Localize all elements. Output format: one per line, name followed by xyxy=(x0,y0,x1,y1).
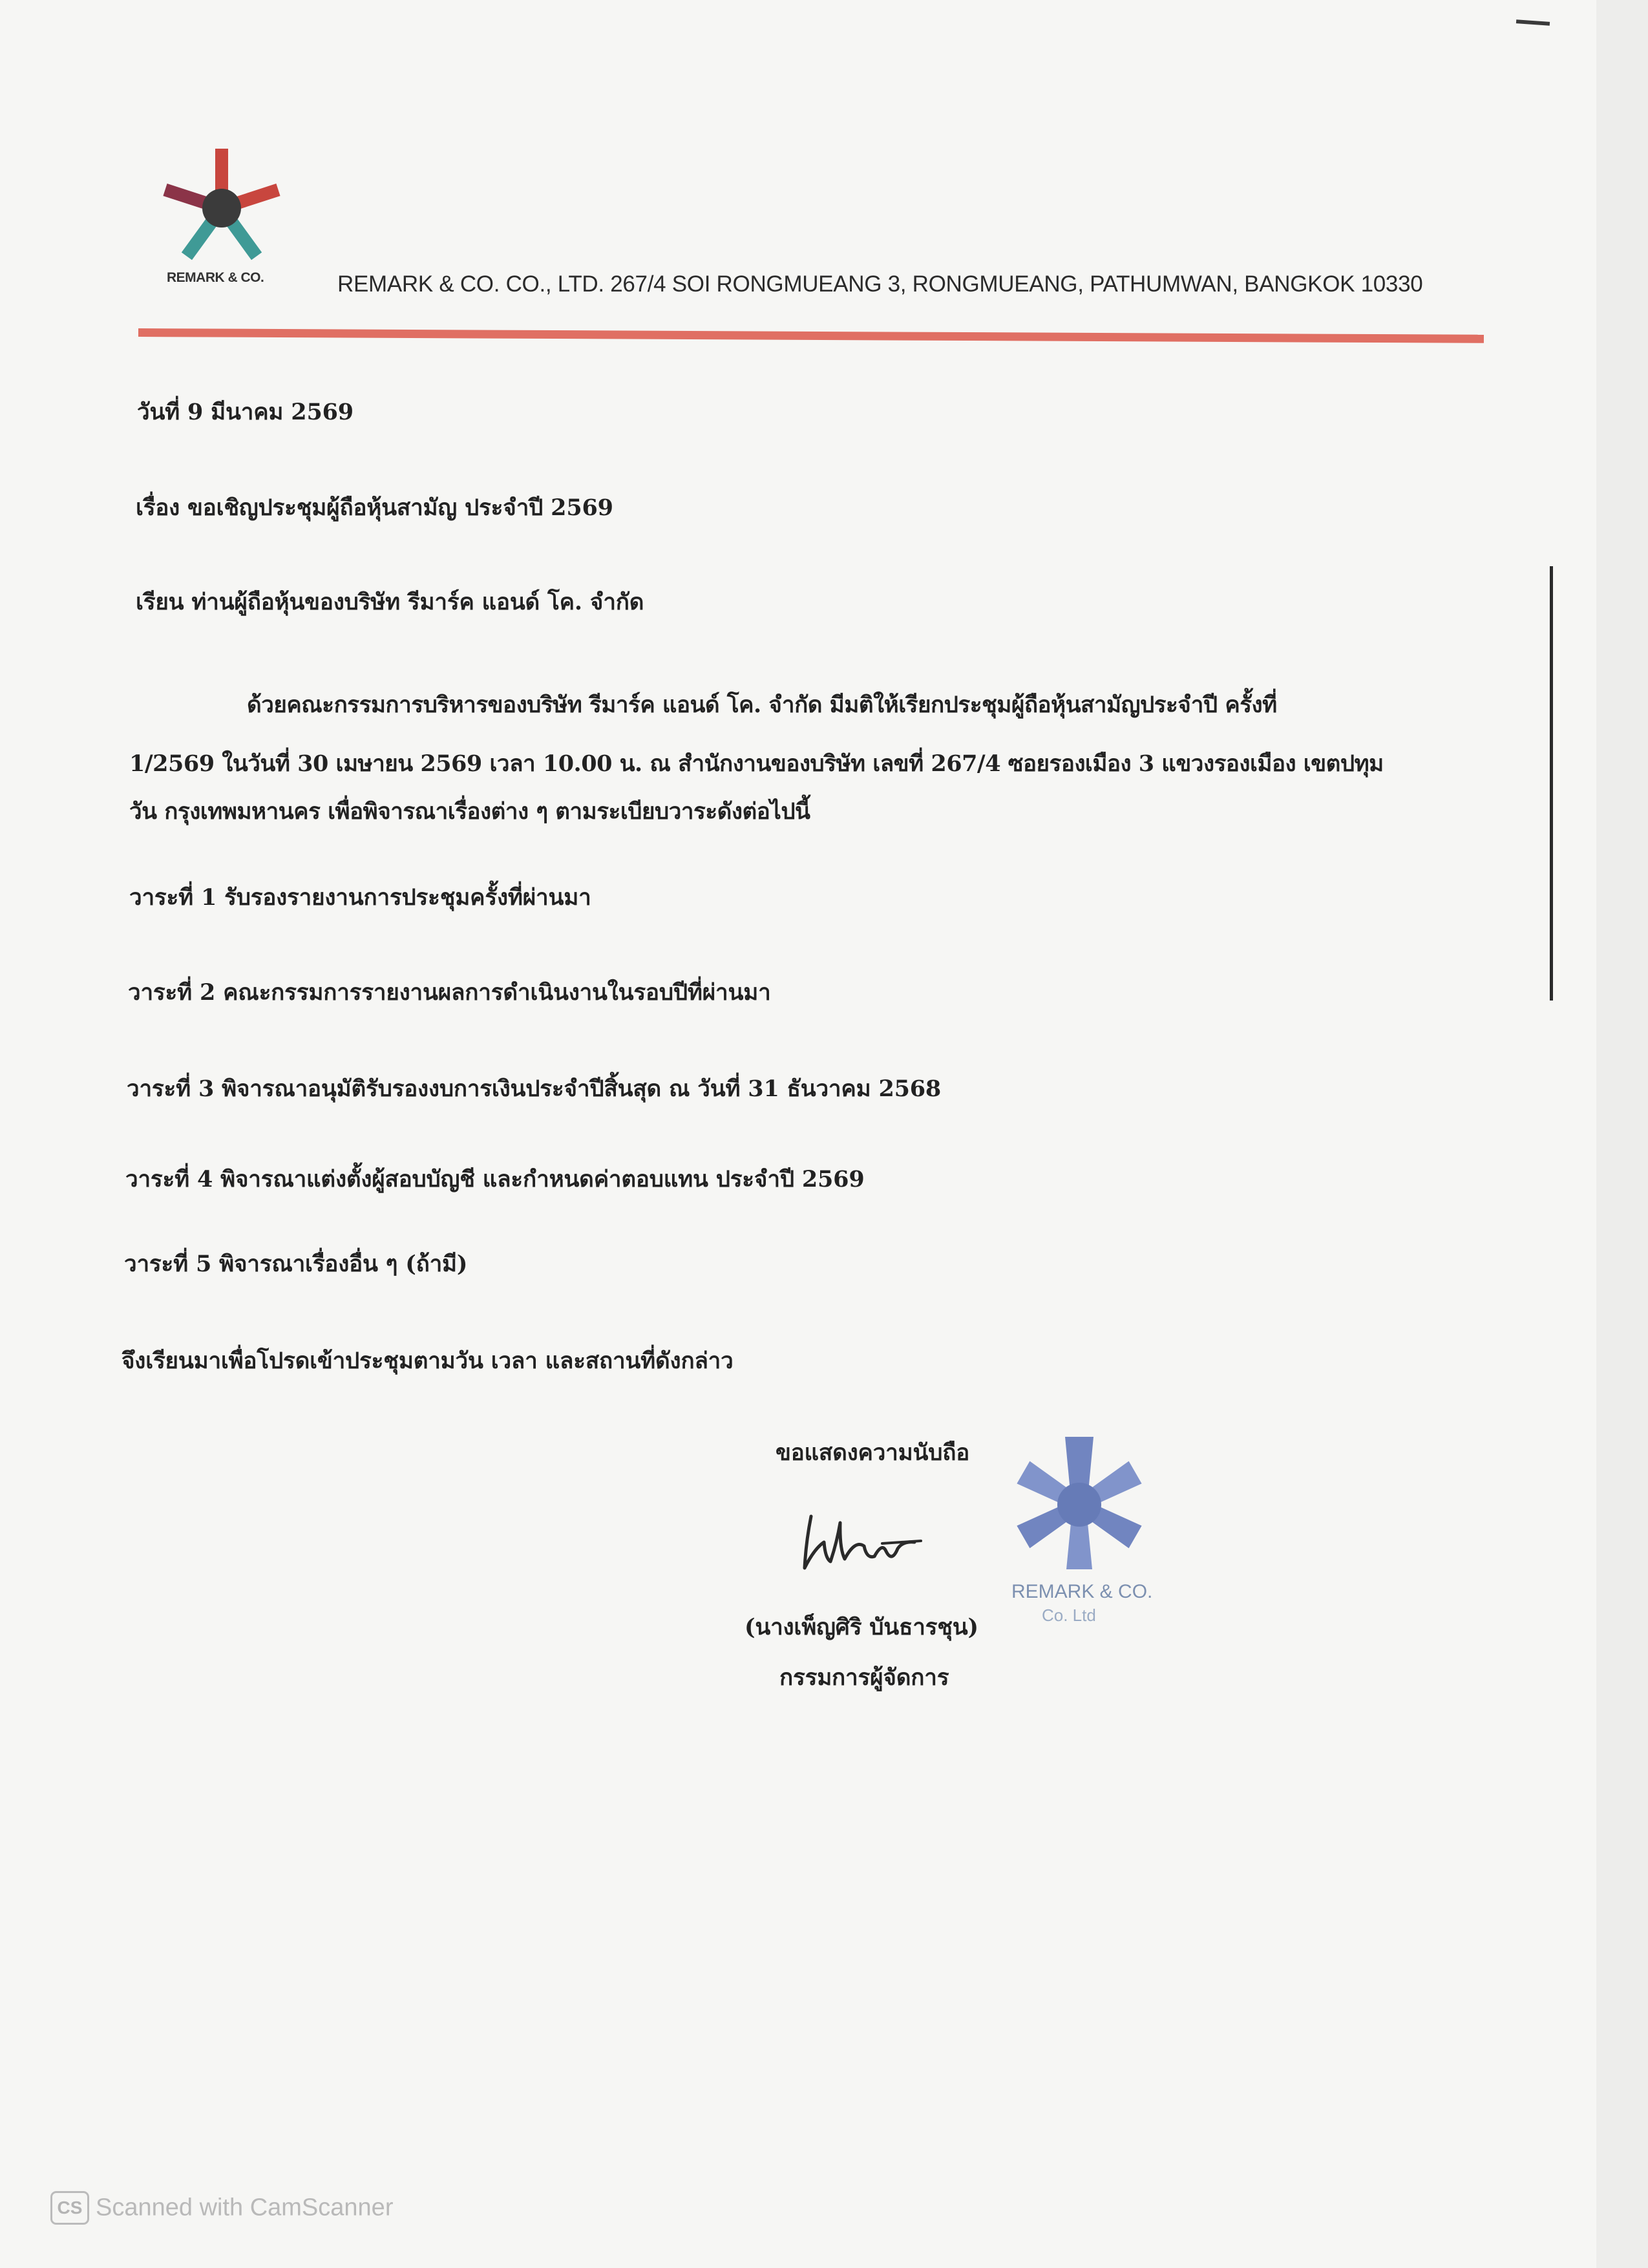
agenda-item-1: วาระที่ 1 รับรองรายงานการประชุมครั้งที่ผ่านมา xyxy=(129,884,591,911)
camscanner-watermark xyxy=(50,2191,393,2225)
scan-mark xyxy=(1516,19,1550,26)
agenda-item-2: วาระที่ 2 คณะกรรมการรายงานผลการดำเนินงานในรอบปีที่ผ่านมา xyxy=(128,979,771,1006)
stamp-company-name: REMARK & CO. xyxy=(1011,1581,1153,1602)
letter-date: วันที่ 9 มีนาคม 2569 xyxy=(137,399,354,425)
agenda-item-3: วาระที่ 3 พิจารณาอนุมัติรับรองงบการเงินประจำปีสิ้นสุด ณ วันที่ 31 ธันวาคม 2568 xyxy=(127,1076,942,1102)
letter-addressee: เรียน ท่านผู้ถือหุ้นของบริษัท รีมาร์ค แอนด์ โค. จำกัด xyxy=(136,589,644,615)
agenda-item-4: วาระที่ 4 พิจารณาแต่งตั้งผู้สอบบัญชี และกำหนดค่าตอบแทน ประจำปี 2569 xyxy=(125,1166,865,1192)
scan-side-line xyxy=(1550,566,1553,1001)
body-line-3: วัน กรุงเทพมหานคร เพื่อพิจารณาเรื่องต่าง ๆ ตามระเบียบวาระดังต่อไปนี้ xyxy=(129,798,810,825)
scan-edge xyxy=(1596,0,1648,2268)
letter-subject: เรื่อง ขอเชิญประชุมผู้ถือหุ้นสามัญ ประจำปี 2569 xyxy=(136,494,613,521)
stamp-company-suffix: Co. Ltd xyxy=(1042,1606,1096,1625)
camscanner-text: Scanned with CamScanner xyxy=(96,2194,394,2221)
company-address-line: REMARK & CO. CO., LTD. 267/4 SOI RONGMUEANG 3, RONGMUEANG, PATHUMWAN, BANGKOK 10330 xyxy=(337,271,1423,297)
closing-line: จึงเรียนมาเพื่อโปรดเข้าประชุมตามวัน เวลา และสถานที่ดังกล่าว xyxy=(121,1348,734,1374)
body-line-1: ด้วยคณะกรรมการบริหารของบริษัท รีมาร์ค แอนด์ โค. จำกัด มีมติให้เรียกประชุมผู้ถือหุ้นสามัญประจำปี ครั้งที่ xyxy=(247,692,1277,718)
agenda-item-5: วาระที่ 5 พิจารณาเรื่องอื่น ๆ (ถ้ามี) xyxy=(124,1251,468,1277)
camscanner-icon: CS xyxy=(50,2191,89,2225)
handwritten-signature xyxy=(785,1503,940,1574)
logo-caption: REMARK & CO. xyxy=(167,270,264,285)
company-stamp-icon xyxy=(1003,1428,1158,1584)
header-rule xyxy=(138,328,1484,343)
signer-name: (นางเพ็ญศิริ บันธารชุน) xyxy=(745,1614,978,1640)
body-line-2: 1/2569 ในวันที่ 30 เมษายน 2569 เวลา 10.00 น. ณ สำนักงานของบริษัท เลขที่ 267/4 ซอยรองเมือง 3 แขวงรองเมือง เขตปทุม xyxy=(129,750,1384,777)
signer-title: กรรมการผู้จัดการ xyxy=(779,1664,949,1691)
regards: ขอแสดงความนับถือ xyxy=(776,1439,970,1466)
